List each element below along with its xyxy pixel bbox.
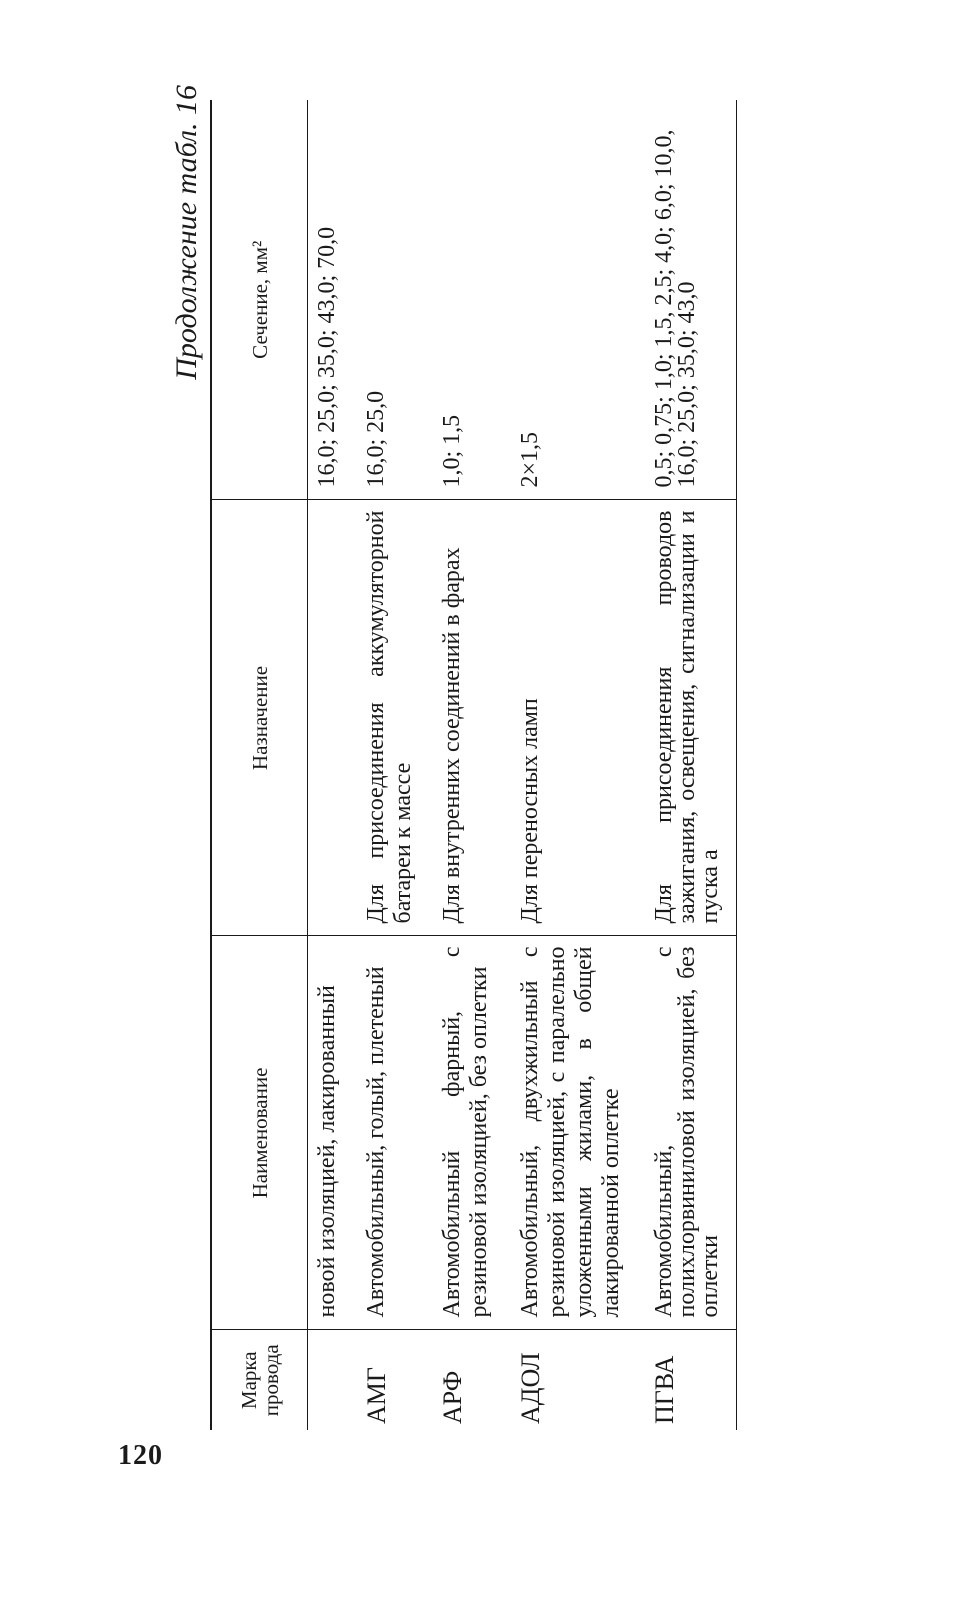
table-caption: Продолжение табл. 16 — [170, 85, 203, 380]
cell-mark — [308, 1330, 356, 1430]
wire-brands-table — [210, 100, 737, 1430]
header-section: Сечение, мм² — [211, 100, 308, 500]
cell-name: Автомобильный, с полихлорвиниловой изоляцией, без оплетки — [639, 936, 737, 1330]
cell-purpose: Для переносных ламп — [507, 500, 639, 936]
cell-section: 2×1,5 — [507, 100, 639, 500]
cell-name: Автомобильный фарный, с резиновой изоляцией, без оплетки — [431, 936, 507, 1330]
rotated-table-page — [170, 30, 930, 1430]
table-row — [639, 100, 737, 1430]
cell-name: новой изоляцией, лакированный — [308, 936, 356, 1330]
cell-purpose: Для присоединения аккумуляторной батареи к массе — [355, 500, 431, 936]
cell-section: 16,0; 25,0 — [355, 100, 431, 500]
cell-purpose: Для внутренних соединений в фарах — [431, 500, 507, 936]
header-purpose: Назначение — [211, 500, 308, 936]
cell-purpose: Для присоединения проводов зажигания, освещения, сигнализации и пуска а — [639, 500, 737, 936]
page-number: 120 — [118, 1440, 163, 1471]
cell-section: 0,5; 0,75; 1,0; 1,5, 2,5; 4,0; 6,0; 10,0, 16,0; 25,0; 35,0; 43,0 — [639, 100, 737, 500]
table-row — [355, 100, 431, 1430]
cell-name: Автомобильный, голый, плетеный — [355, 936, 431, 1330]
table-row — [507, 100, 639, 1430]
cell-mark: АМГ — [362, 1367, 391, 1424]
cell-section: 16,0; 25,0; 35,0; 43,0; 70,0 — [308, 100, 356, 500]
cell-section: 1,0; 1,5 — [431, 100, 507, 500]
header-name: Наименование — [211, 936, 308, 1330]
cell-mark: АДОЛ — [516, 1352, 545, 1424]
table-row — [431, 100, 507, 1430]
cell-purpose — [308, 500, 356, 936]
table-header-row — [211, 100, 308, 1430]
cell-mark: АРФ — [438, 1370, 467, 1424]
header-mark: Марка провода — [211, 1330, 308, 1430]
cell-mark: ПГВА — [639, 1330, 737, 1430]
cell-name: Автомобильный, двухжильный с резиновой изоляцией, с паралельно уложенными жилами, в общей лакированной оплетке — [507, 936, 639, 1330]
table-row — [308, 100, 356, 1430]
